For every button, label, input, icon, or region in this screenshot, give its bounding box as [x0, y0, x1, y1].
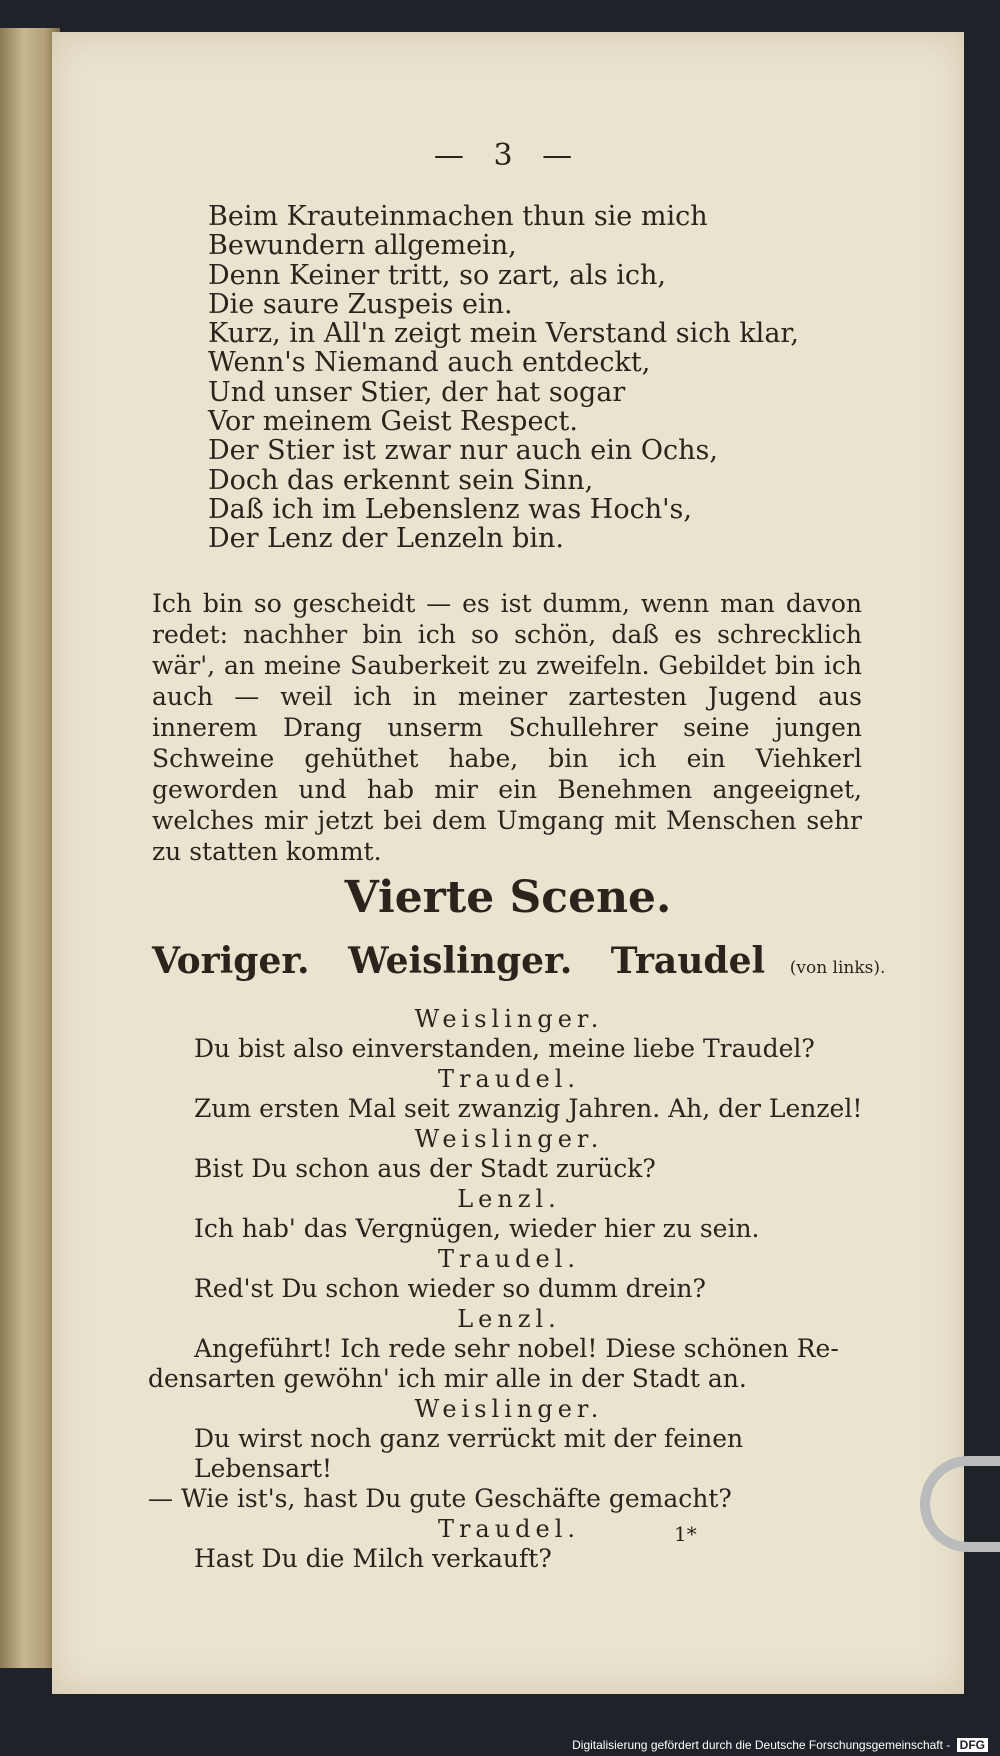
verse-block — [208, 202, 848, 554]
dfg-logo-badge: DFG — [957, 1738, 988, 1752]
speech-line: Du bist also einverstanden, meine liebe Traudel? — [194, 1034, 815, 1063]
page-number: — 3 — — [433, 138, 583, 173]
book-spine — [0, 28, 60, 1668]
speaker-name: Traudel. — [437, 1245, 581, 1273]
speaker-name: Weislinger. — [414, 1005, 604, 1033]
speaker-name: Weislinger. — [414, 1395, 604, 1423]
verse-line: Bewundern allgemein, — [208, 230, 517, 262]
verse-line: Daß ich im Lebenslenz was Hoch's, — [208, 493, 692, 525]
verse-line: Doch das erkennt sein Sinn, — [208, 464, 594, 496]
book-page — [52, 32, 964, 1694]
digitization-credit — [572, 1738, 988, 1752]
speaker-name: Traudel. — [437, 1065, 581, 1093]
speech-line: Hast Du die Milch verkauft? — [194, 1544, 552, 1573]
verse-line: Kurz, in All'n zeigt mein Verstand sich klar, — [208, 318, 799, 350]
speech-line: Red'st Du schon wieder so dumm drein? — [194, 1274, 706, 1303]
verse-line: Denn Keiner tritt, so zart, als ich, — [208, 259, 666, 291]
speaker-name: Lenzl. — [457, 1185, 561, 1213]
credit-text: Digitalisierung gefördert durch die Deutsche Forschungsgemeinschaft - — [572, 1738, 951, 1752]
speech-line: Angeführt! Ich rede sehr nobel! Diese schönen Re- — [194, 1334, 839, 1363]
speech-line: Zum ersten Mal seit zwanzig Jahren. Ah, der Lenzel! — [194, 1094, 863, 1123]
verse-line: Der Stier ist zwar nur auch ein Ochs, — [208, 435, 718, 467]
speech-line: Du wirst noch ganz verrückt mit der feinen Lebensart! — [194, 1424, 744, 1483]
cast-member: Traudel — [610, 940, 766, 982]
verse-line: Vor meinem Geist Respect. — [208, 406, 578, 438]
stage-direction: (von links). — [789, 958, 886, 978]
speaker-name: Traudel. — [437, 1515, 581, 1543]
speaker-name: Lenzl. — [457, 1305, 561, 1333]
speech-line: densarten gewöhn' ich mir alle in der Stadt an. — [148, 1364, 747, 1393]
scene-heading: Vierte Scene. — [344, 872, 672, 923]
verse-line: Wenn's Niemand auch entdeckt, — [208, 347, 651, 379]
verse-line: Der Lenz der Lenzeln bin. — [208, 523, 564, 555]
verse-line: Und unser Stier, der hat sogar — [208, 376, 626, 408]
speech-line: Ich hab' das Vergnügen, wieder hier zu sein. — [194, 1214, 760, 1243]
cast-list — [152, 940, 886, 982]
dialogue-block — [148, 1004, 870, 1574]
speech-line: Bist Du schon aus der Stadt zurück? — [194, 1154, 656, 1183]
cast-member: Voriger. — [152, 940, 310, 982]
prose-paragraph: Ich bin so gescheidt — es ist dumm, wenn man davon redet: nachher bin ich so schön, daß es schrecklich wär', an meine Sauberkeit zu zweifeln. Gebildet bin ich auch — weil ich in meiner zartesten Jugend aus innerem Drang unserm Schullehrer seine jungen Schweine gehüthet habe, bin ich ein Viehkerl geworden und hab mir ein Benehmen angeeignet, welches mir jetzt bei dem Umgang mit Menschen sehr zu statten kommt. — [152, 589, 862, 866]
cast-member: Weislinger. — [348, 940, 573, 982]
speaker-name: Weislinger. — [414, 1125, 604, 1153]
verse-line: Beim Krauteinmachen thun sie mich — [208, 201, 708, 232]
speech-line: — Wie ist's, hast Du gute Geschäfte gemacht? — [148, 1484, 732, 1513]
signature-mark: 1* — [674, 1522, 697, 1546]
verse-line: Die saure Zuspeis ein. — [208, 288, 513, 320]
